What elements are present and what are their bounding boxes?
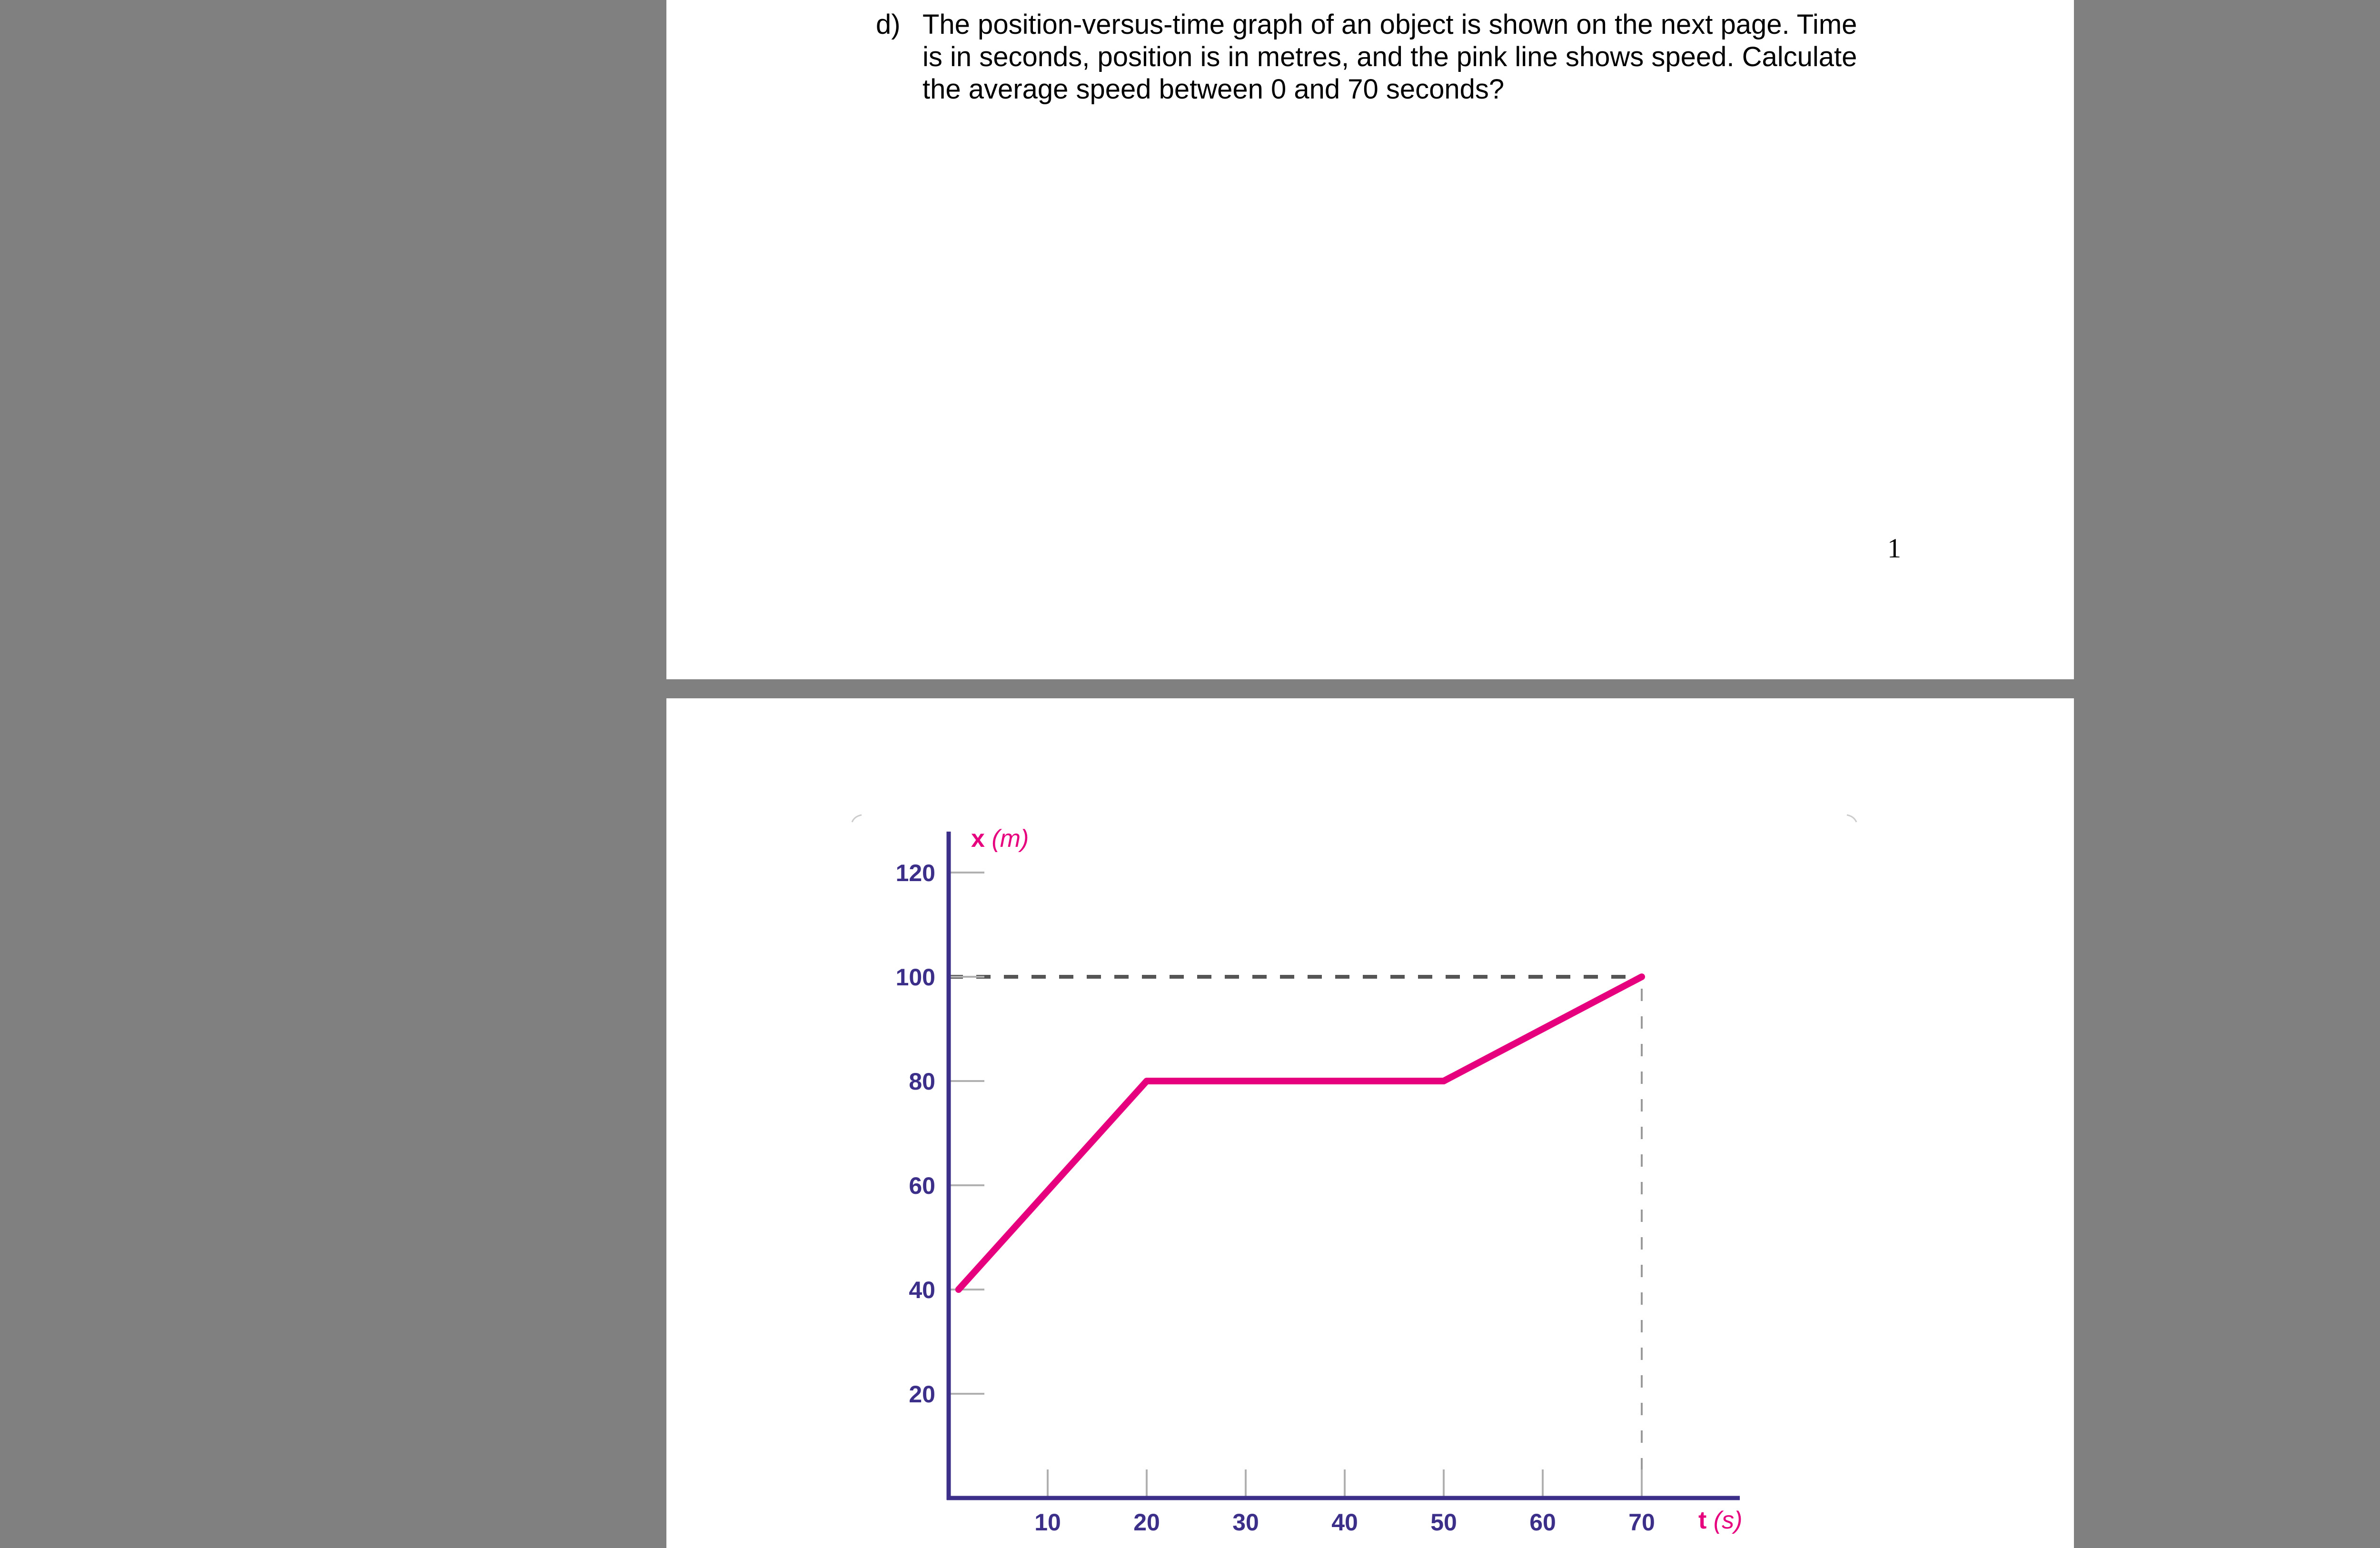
data-point xyxy=(958,1289,960,1290)
x-axis-label-variable: t xyxy=(1698,1507,1714,1534)
document-page-2 xyxy=(666,698,2074,1548)
question-line-2: is in seconds, position is in metres, and the pink line shows speed. Calculate xyxy=(922,41,1857,72)
page-number: 1 xyxy=(1887,533,1901,564)
y-tick-label: 120 xyxy=(895,860,935,886)
x-tick-label: 10 xyxy=(1034,1509,1061,1536)
question-label: d) xyxy=(876,9,901,40)
y-axis-label xyxy=(971,825,1029,853)
y-axis-label-variable: x xyxy=(971,825,992,853)
y-tick-label: 100 xyxy=(895,964,935,991)
image-corner-top-left xyxy=(852,815,862,822)
x-tick-label: 70 xyxy=(1628,1509,1655,1536)
x-tick-label: 30 xyxy=(1232,1509,1259,1536)
position-time-graph xyxy=(666,698,2074,1548)
document-page-1 xyxy=(666,0,2074,679)
series-line-position xyxy=(959,977,1642,1290)
x-axis-label-unit: (s) xyxy=(1713,1507,1743,1534)
chart-layer xyxy=(896,825,1743,1536)
y-tick-label: 40 xyxy=(909,1277,935,1303)
x-tick-label: 20 xyxy=(1133,1509,1160,1536)
y-tick-label: 20 xyxy=(909,1381,935,1408)
y-tick-label: 80 xyxy=(909,1068,935,1095)
x-tick-label: 60 xyxy=(1529,1509,1556,1536)
data-point xyxy=(1443,1080,1445,1082)
y-axis-label-unit: (m) xyxy=(992,825,1029,853)
x-axis-label xyxy=(1698,1507,1742,1534)
question-line-3: the average speed between 0 and 70 seconds? xyxy=(922,74,1505,105)
data-point xyxy=(1641,976,1643,978)
x-tick-label: 50 xyxy=(1430,1509,1457,1536)
x-tick-label: 40 xyxy=(1331,1509,1358,1536)
question-line-1: The position-versus-time graph of an object is shown on the next page. Time xyxy=(922,9,1857,40)
question-text xyxy=(922,9,1874,106)
data-point xyxy=(1146,1080,1148,1082)
y-tick-label: 60 xyxy=(909,1172,935,1199)
image-corner-top-right xyxy=(1847,815,1856,822)
